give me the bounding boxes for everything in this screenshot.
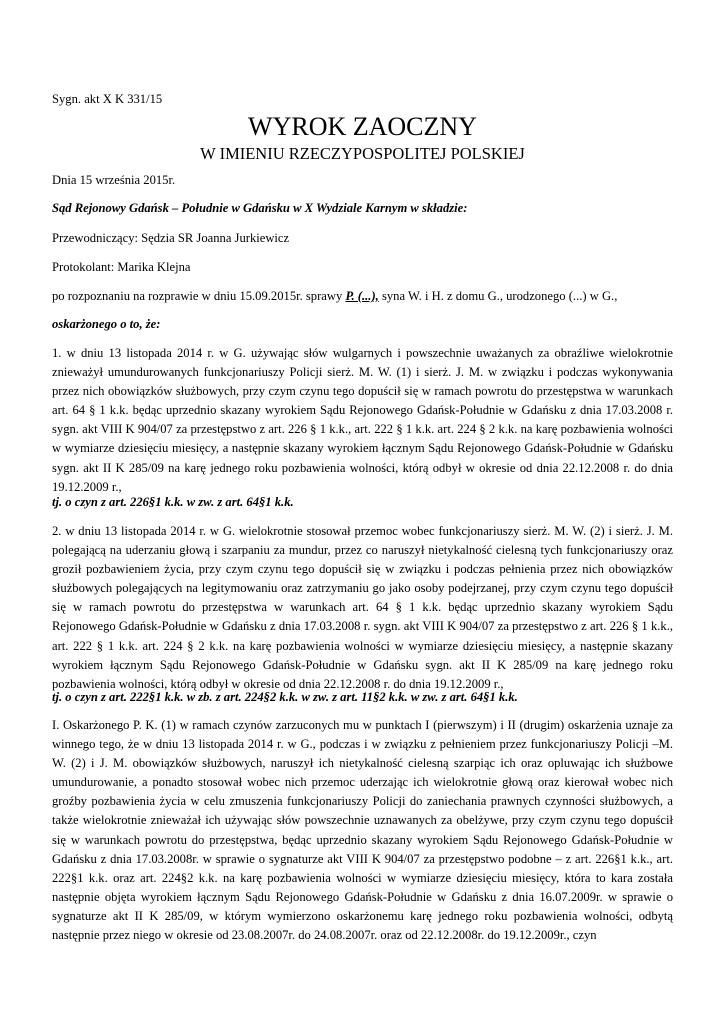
document-subtitle: W IMIENIU RZECZYPOSPOLITEJ POLSKIEJ [200, 144, 525, 163]
court-clerk: Protokolant: Marika Klejna [52, 260, 191, 274]
charge-1-qualification: tj. o czyn z art. 226§1 k.k. w zw. z art. 64§1 k.k. [52, 495, 294, 509]
document-title: WYROK ZAOCZNY [248, 112, 477, 141]
defendant-name: P. (...), [345, 289, 379, 303]
hearing-suffix: syna W. i H. z domu G., urodzonego (...) w G., [378, 289, 618, 303]
hearing-line [52, 288, 673, 305]
hearing-prefix: po rozpoznaniu na rozprawie w dniu 15.09.2015r. sprawy [52, 289, 346, 303]
charge-2: 2. w dniu 13 listopada 2014 r. w G. wielokrotnie stosował przemoc wobec funkcjonariuszy sierż. M. W. (2) i sierż. J. M. polegającą na uderzaniu głową i szarpaniu za mundur, przez co naruszył nietykalność cielesną tych funkcjonariuszy oraz groził pozbawieniem życia, przy czym czynu tego dopuścił się w związku i podczas pełnienia przez nich obowiązków służbowych polegających na legitymowaniu oraz zatrzymaniu go jako osoby podejrzanej, przy czym czynu tego dopuścił się w ramach powrotu do przestępstwa w warunkach art. 64 § 1 k.k. będąc uprzednio skazany wyrokiem Sądu Rejonowego Gdańsk-Południe w Gdańsku z dnia 17.03.2008 r. sygn. akt VIII K 904/07 za przestępstwo z art. 226 § 1 k.k., art. 222 § 1 k.k. art. 224 § 2 k.k. na karę pozbawienia wolności w wymiarze dziesięciu miesięcy, a następnie skazany wyrokiem łącznym Sądu Rejonowego Gdańsk-Południe w Gdańsku sygn. akt II K 285/09 na karę jednego roku pozbawienia wolności, którą odbył w okresie od dnia 22.12.2008 r. do dnia 19.12.2009 r., [52, 524, 673, 691]
verdict-date: Dnia 15 września 2015r. [52, 173, 176, 187]
presiding-judge: Przewodniczący: Sędzia SR Joanna Jurkiewicz [52, 231, 290, 245]
charge-1: 1. w dniu 13 listopada 2014 r. w G. używając słów wulgarnych i powszechnie uważanych za obraźliwe wielokrotnie znieważył umundurowanych funkcjonariuszy Policji sierż. M. W. (1) i sierż. J. M. w związku i podczas wykonywania przez nich obowiązków służbowych, przy czym czynu tego dopuścił się w ramach powrotu do przestępstwa w warunkach art. 64 § 1 k.k. będąc uprzednio skazany wyrokiem Sądu Rejonowego Gdańsk-Południe w Gdańsku z dnia 17.03.2008 r. sygn. akt VIII K 904/07 za przestępstwo z art. 226 § 1 k.k., art. 222 § 1 k.k. art. 224 § 2 k.k. na karę pozbawienia wolności w wymiarze dziesięciu miesięcy, a następnie skazany wyrokiem łącznym Sądu Rejonowego Gdańsk-Południe w Gdańsku sygn. akt II K 285/09 na karę jednego roku pozbawienia wolności, którą odbył w okresie od dnia 22.12.2008 r. do dnia 19.12.2009 r., [52, 346, 673, 494]
court-composition: Sąd Rejonowy Gdańsk – Południe w Gdańsku w X Wydziale Karnym w składzie: [52, 201, 468, 215]
charge-2-qualification: tj. o czyn z art. 222§1 k.k. w zb. z art. 224§2 k.k. w zw. z art. 11§2 k.k. w zw. z art. 64§1 k.k. [52, 690, 518, 704]
verdict-point-1: I. Oskarżonego P. K. (1) w ramach czynów zarzuconych mu w punktach I (pierwszym) i II (drugim) oskarżenia uznaje za winnego tego, że w dniu 13 listopada 2014 r. w G., podczas i w związku z pełnieniem przez funkcjonariuszy Policji –M. W. (2) i J. M. obowiązków służbowych, naruszył ich nietykalność cielesną szarpiąc ich oraz opluwając ich służbowe umundurowanie, a ponadto stosował wobec nich przemoc uderzając ich wielokrotnie głową oraz kierował wobec nich groźby pozbawienia życia w celu zmuszenia funkcjonariuszy Policji do zaniechania prawnych czynności służbowych, a także wielokrotnie znieważał ich używając słów powszechnie uznawanych za obelżywe, przy czym czynu tego dopuścił się w warunkach powrotu do przestępstwa, będąc uprzednio skazany wyrokiem Sądu Rejonowego Gdańsk-Południe w Gdańsku z dnia 17.03.2008r. w sprawie o sygnaturze akt VIII K 904/07 za przestępstwo podobne – z art. 226§1 k.k., art. 222§1 k.k. oraz art. 224§2 k.k. na karę pozbawienia wolności w wymiarze dziesięciu miesięcy, która to kara została następnie objęta wyrokiem łącznym Sądu Rejonowego Gdańsk-Południe w Gdańsku z dnia 16.07.2009r. w sprawie o sygnaturze akt II K 285/09, w którym wymierzono oskarżonemu karę jednego roku pozbawienia wolności, odbytą następnie przez niego w okresie od 23.08.2007r. do 24.08.2007r. oraz od 22.12.2008r. do 19.12.2009r., czyn [52, 718, 673, 943]
case-signature: Sygn. akt X K 331/15 [52, 92, 163, 106]
accused-header: oskarżonego o to, że: [52, 317, 161, 331]
